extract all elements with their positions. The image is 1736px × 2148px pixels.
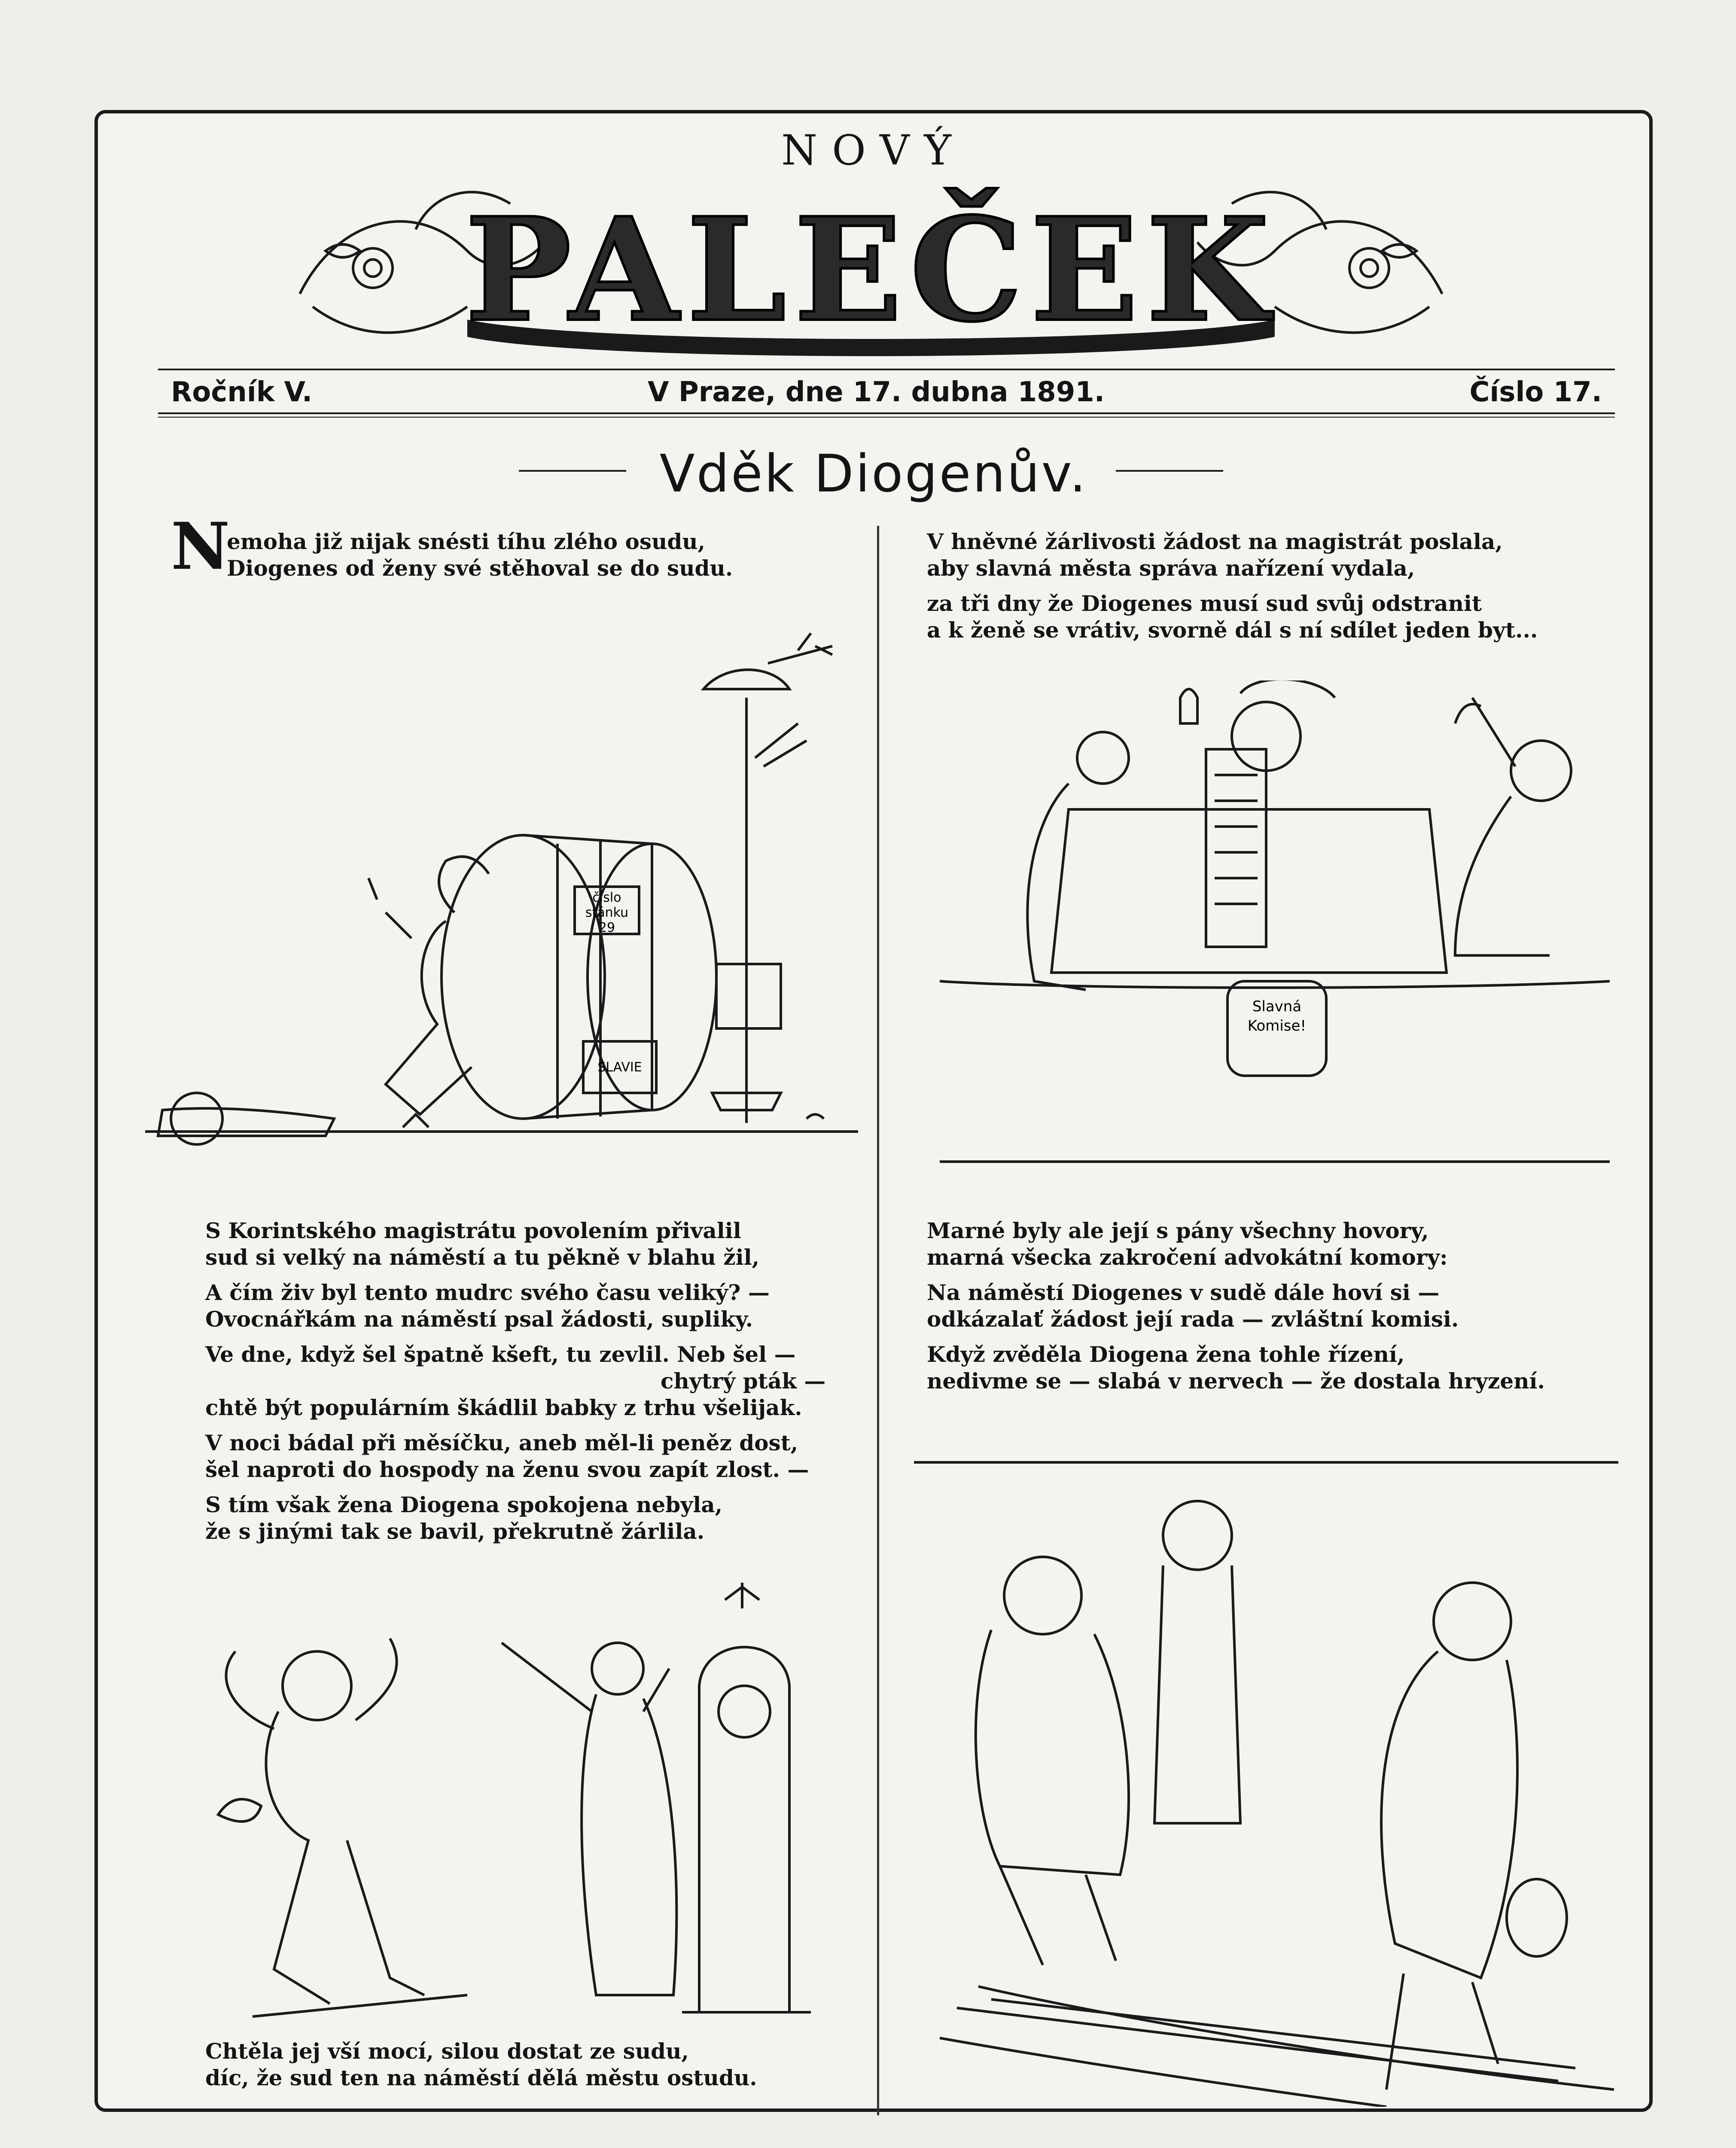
- illustration-barrel: [145, 612, 867, 1153]
- issue-rule-bottom: [158, 412, 1615, 414]
- verse-line: Chtěla jej vší mocí, silou dostat ze sudu,: [205, 2038, 689, 2064]
- barrel-sign-line: 29: [598, 920, 615, 935]
- verse-line: že s jinými tak se bavil, překrutně žárlila.: [205, 1519, 705, 1544]
- verse-line: V hněvné žárlivosti žádost na magistrát poslala,: [927, 529, 1503, 554]
- barrel-sign-line: číslo: [592, 890, 621, 905]
- illustration-courtroom: [914, 1437, 1618, 2107]
- verse-line: Na náměstí Diogenes v sudě dále hoví si —: [927, 1280, 1440, 1305]
- verse-line: Když zvěděla Diogena žena tohle řízení,: [927, 1342, 1405, 1367]
- right-stanza-2: [927, 1217, 1545, 1403]
- scroll-label-line: Slavná: [1252, 998, 1302, 1015]
- verse-line: marná všecka zakročení advokátní komory:: [927, 1245, 1448, 1270]
- masthead: [98, 113, 1649, 388]
- article-title: Vděk Diogenův.: [659, 444, 1088, 504]
- barrel-sign-slavie: SLAVIE: [597, 1060, 642, 1075]
- verse-line: nedivme se — slabá v nervech — že dostala hryzení.: [927, 1368, 1545, 1394]
- masthead-subtitle: NOVÝ: [781, 126, 966, 174]
- verse-line: A čím živ byl tento mudrc svého času veliký? —: [205, 1280, 770, 1305]
- verse-line: díc, že sud ten na náměstí dělá městu ostudu.: [205, 2065, 757, 2090]
- scroll-label-line: Komise!: [1247, 1017, 1307, 1034]
- issue-rule-top: [158, 369, 1615, 370]
- barrel-sign-line: stánku: [585, 905, 629, 920]
- verse-line: za tři dny že Diogenes musí sud svůj odstranit: [927, 591, 1482, 616]
- masthead-logo-text: PALEČEK: [465, 186, 1277, 353]
- verse-line: sud si velký na náměstí a tu pěkně v blahu žil,: [205, 1245, 760, 1270]
- verse-line: chtě být populárním škádlil babky z trhu všelijak.: [205, 1395, 802, 1420]
- column-divider: [877, 526, 879, 2115]
- volume-label: Ročník V.: [171, 376, 313, 408]
- verse-line: Ve dne, když šel špatně kšeft, tu zevlil. Neb šel —: [205, 1342, 796, 1367]
- verse-line: a k ženě se vrátiv, svorně dál s ní sdílet jeden byt...: [927, 617, 1538, 643]
- left-stanza-3: [205, 2038, 757, 2091]
- drop-cap: N: [171, 509, 230, 584]
- verse-line: šel naproti do hospody na ženu svou zapít zlost. —: [205, 1457, 809, 1482]
- verse-line: chytrý pták —: [661, 1368, 826, 1394]
- verse-line: Marné byly ale její s pány všechny hovory,: [927, 1218, 1429, 1243]
- issue-rule-bottom-thin: [158, 417, 1615, 418]
- right-stanza-1: [927, 528, 1538, 652]
- verse-line: odkázalať žádost její rada — zvláštní komisi.: [927, 1306, 1459, 1332]
- masthead-logo: [287, 165, 1455, 367]
- page-frame: [94, 110, 1653, 2112]
- heading-ornament-left: [519, 470, 626, 472]
- verse-line: Ovocnářkám na náměstí psal žádosti, supliky.: [205, 1306, 753, 1332]
- issue-number: Číslo 17.: [1469, 376, 1602, 408]
- verse-line: S Korintského magistrátu povolením přivalil: [205, 1218, 741, 1243]
- left-stanza-1: [227, 528, 733, 582]
- verse-line: V noci bádal při měsíčku, aneb měl-li peněz dost,: [205, 1430, 798, 1455]
- verse-line: aby slavná města správa nařízení vydala,: [927, 555, 1415, 581]
- verse-line: Diogenes od ženy své stěhoval se do sudu.: [227, 555, 733, 581]
- verse-line: emoha již nijak snésti tíhu zlého osudu,: [227, 529, 706, 554]
- illustration-commission: [940, 680, 1610, 1166]
- illustration-quarrel: [167, 1583, 854, 2038]
- dateline: V Praze, dne 17. dubna 1891.: [648, 376, 1105, 408]
- issue-bar: [158, 371, 1615, 414]
- left-stanza-2: [205, 1217, 825, 1553]
- heading-ornament-right: [1116, 470, 1223, 472]
- verse-line: S tím však žena Diogena spokojena nebyla,: [205, 1492, 723, 1517]
- article-heading: [98, 444, 1649, 509]
